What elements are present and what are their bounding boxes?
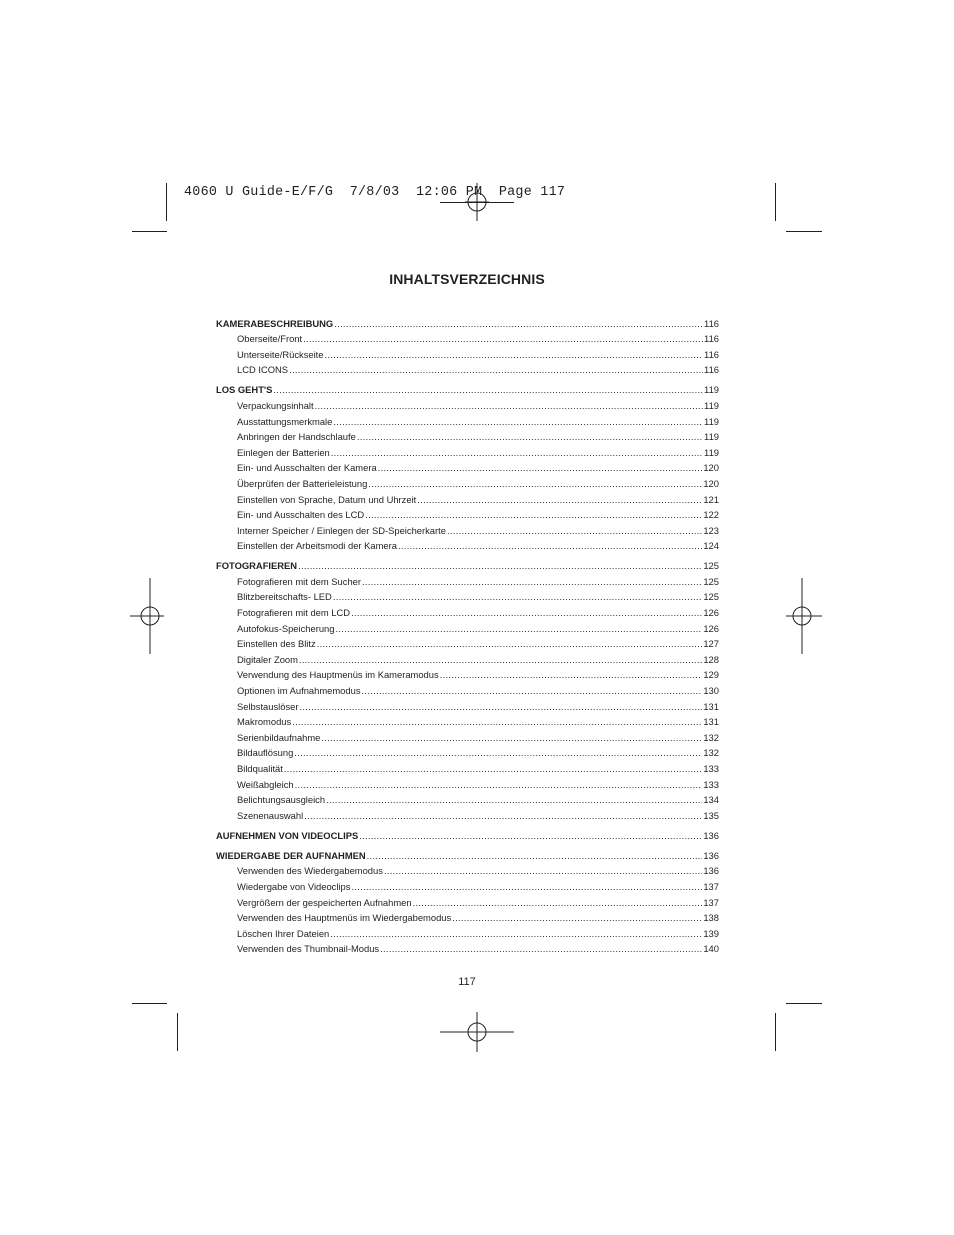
toc-entry-page: 125 (703, 575, 719, 587)
toc-entry-label: Verpackungsinhalt (237, 399, 314, 411)
toc-entry (216, 520, 719, 536)
toc-entry-label: Weißabgleich (237, 778, 294, 790)
toc-entry (216, 649, 719, 665)
toc-entry-page: 126 (703, 607, 719, 619)
toc-entry-page: 120 (703, 462, 719, 474)
page-number: 117 (458, 976, 476, 988)
dot-leader (368, 478, 702, 489)
toc-entry (216, 634, 719, 650)
toc-entry (216, 727, 719, 743)
toc-entry (216, 618, 719, 634)
dot-leader (300, 701, 703, 712)
printer-slug: 4060 U Guide-E/F/G 7/8/03 12:06 PM Page 117 (184, 185, 566, 200)
toc-entry-page: 119 (704, 431, 719, 443)
toc-entry-page: 132 (703, 731, 719, 743)
toc-section (216, 380, 719, 552)
toc-entry-page: 127 (703, 638, 719, 650)
toc-section (216, 845, 719, 954)
dot-leader (317, 638, 703, 649)
toc-entry (216, 427, 719, 443)
toc-entry-page: 125 (703, 560, 719, 572)
dot-leader (333, 591, 703, 602)
toc-entry-label: LOS GEHT'S (216, 384, 273, 396)
toc-entry-label: Selbstauslöser (237, 700, 299, 712)
toc-entry-label: AUFNEHMEN VON VIDEOCLIPS (216, 829, 359, 841)
dot-leader (378, 462, 703, 473)
toc-entry (216, 743, 719, 759)
toc-entry-page: 126 (703, 622, 719, 634)
dot-leader (292, 716, 702, 727)
dot-leader (440, 669, 703, 680)
toc-entry-page: 122 (703, 509, 719, 521)
toc-entry-page: 116 (704, 348, 719, 360)
toc-entry-page: 136 (703, 849, 719, 861)
dot-leader (413, 897, 703, 908)
dot-leader (315, 400, 703, 411)
toc-entry-page: 139 (703, 927, 719, 939)
toc-entry-label: Anbringen der Handschlaufe (237, 431, 356, 443)
table-of-contents (216, 313, 719, 959)
dot-leader (359, 830, 702, 841)
toc-entry-page: 116 (704, 333, 719, 345)
toc-entry-label: Verwenden des Thumbnail-Modus (237, 943, 380, 955)
toc-entry-label: Fotografieren mit dem LCD (237, 607, 351, 619)
toc-entry-label: Bildqualität (237, 763, 283, 774)
toc-entry-label: Fotografieren mit dem Sucher (237, 575, 362, 587)
toc-entry-page: 119 (704, 415, 719, 427)
toc-entry-label: Überprüfen der Batterieleistung (237, 477, 368, 489)
crop-mark-top-right-vertical (775, 183, 776, 221)
toc-section-heading (216, 845, 719, 861)
toc-entry-page: 125 (703, 591, 719, 603)
dot-leader (351, 881, 702, 892)
toc-entry-label: Einlegen der Batterien (237, 446, 330, 458)
dot-leader (294, 747, 702, 758)
crop-mark-bottom-right-horizontal (786, 1003, 822, 1004)
toc-entry (216, 774, 719, 790)
toc-entry-page: 119 (704, 446, 719, 458)
dot-leader (299, 654, 702, 665)
toc-entry-page: 135 (703, 809, 719, 821)
toc-entry-page: 138 (703, 912, 719, 924)
toc-entry-page: 120 (703, 477, 719, 489)
toc-entry (216, 442, 719, 458)
toc-entry-label: Verwenden des Hauptmenüs im Wiedergabemodus (237, 912, 452, 924)
registration-mark-right-icon (786, 578, 822, 654)
toc-entry-label: Optionen im Aufnahmemodus (237, 685, 361, 697)
toc-entry-page: 119 (704, 384, 719, 396)
toc-entry-page: 132 (703, 747, 719, 759)
dot-leader (380, 943, 702, 954)
toc-entry-label: Einstellen von Sprache, Datum und Uhrzeit (237, 493, 417, 505)
toc-entry-label: Ein- und Ausschalten des LCD (237, 509, 365, 521)
crop-mark-bottom-right-vertical (775, 1013, 776, 1051)
toc-entry-label: Ein- und Ausschalten der Kamera (237, 462, 377, 474)
toc-entry-page: 131 (703, 716, 719, 728)
toc-entry (216, 876, 719, 892)
dot-leader (398, 540, 702, 551)
toc-entry-page: 136 (703, 829, 719, 841)
registration-mark-left-icon (130, 578, 164, 654)
toc-entry-page: 119 (704, 399, 719, 411)
toc-entry-label: Unterseite/Rückseite (237, 348, 324, 360)
toc-entry-label: FOTOGRAFIEREN (216, 560, 298, 572)
toc-entry-label: LCD ICONS (237, 364, 289, 376)
toc-entry-label: Interner Speicher / Einlegen der SD-Speicherkarte (237, 524, 446, 536)
toc-section (216, 556, 719, 821)
dot-leader (284, 763, 702, 774)
toc-entry (216, 665, 719, 681)
toc-entry (216, 892, 719, 908)
toc-entry-page: 116 (704, 317, 719, 329)
toc-entry (216, 395, 719, 411)
toc-entry-page: 121 (703, 493, 719, 505)
dot-leader (304, 810, 702, 821)
toc-entry-label: Vergrößern der gespeicherten Aufnahmen (237, 896, 412, 908)
toc-section-heading (216, 825, 719, 841)
toc-entry (216, 344, 719, 360)
dot-leader (417, 494, 702, 505)
toc-entry-page: 131 (703, 700, 719, 712)
crop-mark-bottom-left-vertical (177, 1013, 178, 1051)
toc-entry-label: Verwenden des Wiedergabemodus (237, 865, 383, 877)
toc-entry-label: Oberseite/Front (237, 333, 303, 345)
toc-entry (216, 505, 719, 521)
toc-entry (216, 489, 719, 505)
crop-mark-bottom-left-horizontal (132, 1003, 167, 1004)
dot-leader (321, 732, 702, 743)
dot-leader (447, 525, 702, 536)
toc-entry-label: Ausstattungsmerkmale (237, 415, 333, 427)
page-title: INHALTSVERZEICHNIS (389, 271, 545, 287)
toc-entry (216, 908, 719, 924)
toc-entry-page: 137 (703, 896, 719, 908)
dot-leader (289, 364, 703, 375)
dot-leader (325, 349, 704, 360)
crop-mark-top-left-vertical (166, 183, 167, 221)
toc-entry (216, 805, 719, 821)
toc-entry-page: 133 (703, 763, 719, 774)
dot-leader (362, 685, 703, 696)
dot-leader (367, 850, 703, 861)
toc-entry (216, 602, 719, 618)
toc-section-heading (216, 556, 719, 572)
dot-leader (273, 384, 703, 395)
toc-entry-page: 116 (704, 364, 719, 376)
dot-leader (351, 607, 702, 618)
toc-section (216, 825, 719, 841)
dot-leader (362, 576, 702, 587)
toc-entry-label: Autofokus-Speicherung (237, 622, 335, 634)
dot-leader (298, 560, 702, 571)
toc-entry-page: 124 (703, 540, 719, 552)
dot-leader (330, 928, 702, 939)
toc-entry (216, 680, 719, 696)
toc-entry-page: 133 (703, 778, 719, 790)
toc-entry (216, 696, 719, 712)
toc-entry (216, 360, 719, 376)
dot-leader (335, 623, 702, 634)
dot-leader (331, 447, 703, 458)
registration-mark-top-icon (465, 183, 489, 221)
toc-entry-page: 134 (703, 794, 719, 806)
toc-entry-page: 130 (703, 685, 719, 697)
dot-leader (334, 318, 703, 329)
registration-mark-bottom-icon (440, 1012, 514, 1052)
dot-leader (295, 779, 703, 790)
toc-entry-label: Szenenauswahl (237, 809, 304, 821)
toc-section-heading (216, 313, 719, 329)
dot-leader (384, 865, 702, 876)
toc-entry-label: KAMERABESCHREIBUNG (216, 317, 334, 329)
toc-entry-label: Blitzbereitschafts- LED (237, 591, 332, 603)
toc-entry-label: Bildauflösung (237, 747, 294, 759)
toc-entry-label: Löschen Ihrer Dateien (237, 927, 330, 939)
toc-entry-page: 129 (703, 669, 719, 681)
toc-section-heading (216, 380, 719, 396)
toc-entry (216, 571, 719, 587)
toc-entry-label: Makromodus (237, 716, 292, 728)
toc-entry (216, 587, 719, 603)
toc-entry-page: 136 (703, 865, 719, 877)
dot-leader (333, 416, 703, 427)
toc-entry-label: Einstellen des Blitz (237, 638, 316, 650)
dot-leader (357, 431, 703, 442)
toc-entry (216, 758, 719, 774)
toc-entry-page: 137 (703, 880, 719, 892)
toc-entry-page: 140 (703, 943, 719, 955)
toc-entry (216, 329, 719, 345)
toc-entry (216, 861, 719, 877)
toc-entry (216, 939, 719, 955)
toc-entry-label: Serienbildaufnahme (237, 731, 321, 743)
toc-entry (216, 411, 719, 427)
toc-entry (216, 923, 719, 939)
dot-leader (326, 794, 702, 805)
crop-mark-top-left-horizontal (132, 231, 167, 232)
toc-section (216, 313, 719, 375)
dot-leader (452, 912, 702, 923)
toc-entry-page: 128 (703, 653, 719, 665)
toc-entry-label: Digitaler Zoom (237, 653, 298, 665)
toc-entry-label: Einstellen der Arbeitsmodi der Kamera (237, 540, 397, 552)
toc-entry-label: Belichtungsausgleich (237, 794, 326, 806)
dot-leader (303, 333, 703, 344)
toc-entry (216, 458, 719, 474)
toc-entry (216, 790, 719, 806)
toc-entry-label: Verwendung des Hauptmenüs im Kameramodus (237, 669, 439, 681)
crop-mark-top-right-horizontal (786, 231, 822, 232)
toc-entry-label: WIEDERGABE DER AUFNAHMEN (216, 849, 366, 861)
toc-entry-page: 123 (703, 524, 719, 536)
toc-entry-label: Wiedergabe von Videoclips (237, 880, 351, 892)
toc-entry (216, 473, 719, 489)
dot-leader (365, 509, 702, 520)
toc-entry (216, 536, 719, 552)
toc-entry (216, 712, 719, 728)
